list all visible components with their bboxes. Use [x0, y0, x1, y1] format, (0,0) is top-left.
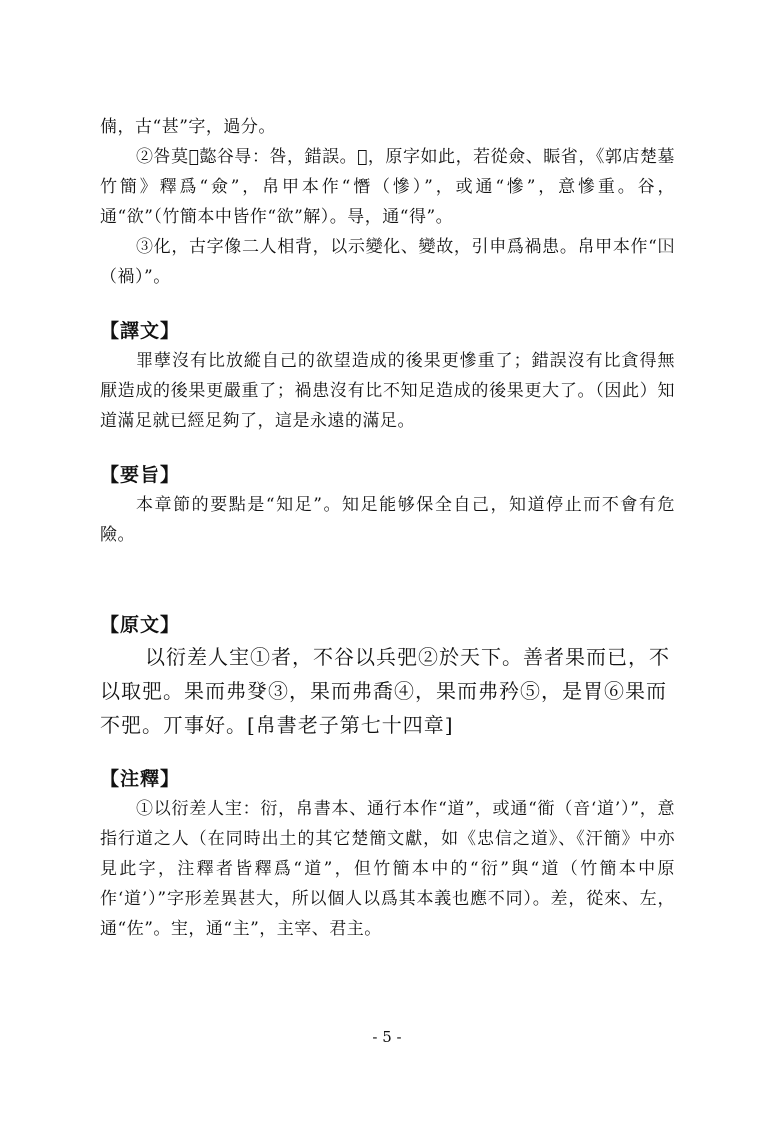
annotations-heading: 【注釋】 [100, 768, 181, 790]
note-2: ②咎莫𢡚㦤谷㝵：咎，錯誤。𢡚，原字如此，若從僉、䀼省，《郭店楚墓竹簡》釋爲“僉”，帛甲本作“憯（慘）”，或通“慘”，意慘重。谷，通“欲”（竹簡本中皆作“欲”解）。㝵，通“得”。 [100, 147, 675, 227]
original-heading: 【原文】 [100, 614, 181, 636]
original-text: 以衍差人宔①者，不谷以兵弝②於天下。善者果而已，不以取弝。果而弗癹③，果而弗喬④，果而弗矜⑤，是胃⑥果而不弝。丌事好。[帛書老子第七十四章] [100, 645, 670, 737]
translation-heading: 【譯文】 [100, 320, 181, 342]
page-number: - 5 - [372, 1028, 402, 1046]
translation-text: 罪孽沒有比放縱自己的欲望造成的後果更慘重了；錯誤沒有比貪得無厭造成的後果更嚴重了；禍患沒有比不知足造成的後果更大了。（因此）知道滿足就已經足夠了，這是永遠的滿足。 [100, 351, 675, 431]
page-content [100, 112, 675, 944]
gist-text: 本章節的要點是“知足”。知足能够保全自己，知道停止而不會有危險。 [100, 495, 675, 545]
note-3: ③化，古字像二人相背，以示變化、變故，引申爲禍患。帛甲本作“𡆥（禍）”。 [100, 237, 675, 287]
gist-heading: 【要旨】 [100, 464, 181, 486]
annotations-text: ①以衍差人宔：衍，帛書本、通行本作“道”，或通“衜（音‘道’）”，意指行道之人（在同時出土的其它楚簡文獻，如《忠信之道》、《汗簡》中亦見此字，注釋者皆釋爲“道”，但竹簡本中的“衍”與“道（竹簡本中原作‘道’）”字形差異甚大，所以個人以爲其本義也應不同）。差，從來、左，通“佐”。宔，通“主”，主宰、君主。 [100, 799, 675, 939]
note-1-continuation: 㑲，古“甚”字，過分。 [100, 117, 276, 137]
